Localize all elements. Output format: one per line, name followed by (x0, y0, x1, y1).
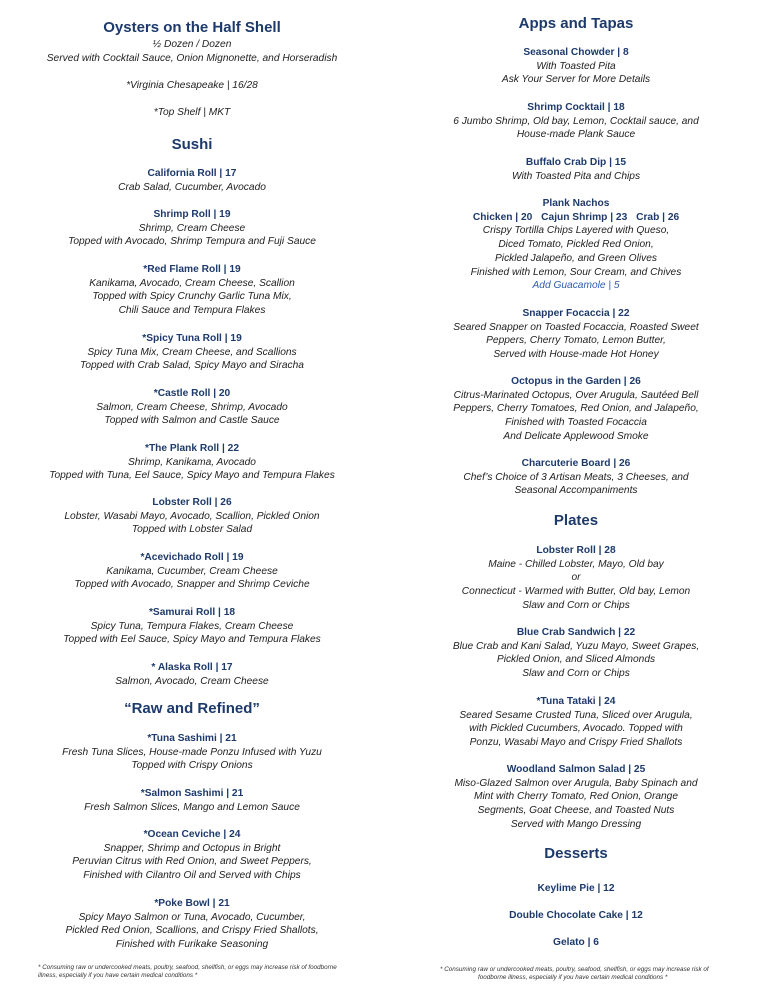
menu-item (0, 332, 384, 373)
item-title: *Spicy Tuna Roll | 19 (142, 333, 242, 344)
item-line: Pickled Red Onion, Scallions, and Crispy Fried Shallots, (65, 925, 319, 937)
menu-item (0, 387, 384, 428)
item-line: Served with House-made Hot Honey (493, 349, 659, 361)
menu-item (0, 732, 384, 773)
menu-item (0, 606, 384, 647)
item-line: Ask Your Server for More Details (501, 74, 651, 86)
menu-item (0, 496, 384, 537)
item-line: With Toasted Pita and Chips (511, 170, 641, 182)
item-line: Maine - Chilled Lobster, Mayo, Old bay (488, 558, 664, 570)
item-title: Seasonal Chowder | 8 (523, 47, 629, 58)
oysters-heading: Oysters on the Half Shell (103, 19, 281, 36)
item-line: Connecticut - Warmed with Butter, Old bay, Lemon (461, 586, 691, 598)
item-line: Salmon, Cream Cheese, Shrimp, Avocado (96, 401, 288, 413)
menu-item (0, 897, 384, 952)
item-line: Miso-Glazed Salmon over Arugula, Baby Spinach and (454, 777, 698, 789)
item-title: Plank Nachos (542, 198, 610, 209)
footnote-line: * Consuming raw or undercooked meats, poultry, seafood, shellfish, or eggs may increase risk of (440, 966, 709, 973)
item-title: *Samurai Roll | 18 (148, 607, 236, 618)
item-line: 6 Jumbo Shrimp, Old bay, Lemon, Cocktail sauce, and (453, 115, 699, 127)
menu-item (384, 544, 768, 613)
item-title: Snapper Focaccia | 22 (522, 308, 630, 319)
item-line: Crab Salad, Cucumber, Avocado (118, 181, 266, 193)
item-line: Kanikama, Avocado, Cream Cheese, Scallion (89, 277, 295, 289)
item-line: Blue Crab and Kani Salad, Yuzu Mayo, Sweet Grapes, (452, 640, 700, 652)
menu-item (0, 661, 384, 688)
footnote-line: * Consuming raw or undercooked meats, poultry, seafood, shellfish, or eggs may increase risk of foodborne (38, 964, 337, 971)
menu-item (384, 626, 768, 681)
menu-item (0, 208, 384, 249)
menu-item (0, 167, 384, 194)
menu-item (384, 46, 768, 87)
dessert-item: Keylime Pie | 12 (537, 883, 615, 894)
item-line: Snapper, Shrimp and Octopus in Bright (103, 842, 281, 854)
footnote-line: illness, especially if you have certain medical conditions * (38, 972, 198, 979)
item-line: Peppers, Cherry Tomatoes, Red Onion, and Jalapeño, (453, 403, 699, 415)
nachos-addon: Add Guacamole | 5 (532, 280, 620, 292)
item-line: Spicy Mayo Salmon or Tuna, Avocado, Cucumber, (78, 911, 306, 923)
item-line: Crispy Tortilla Chips Layered with Queso, (482, 225, 670, 237)
item-line: Seared Snapper on Toasted Focaccia, Roasted Sweet (453, 321, 699, 333)
footnote (440, 966, 709, 982)
item-title: *Ocean Ceviche | 24 (143, 829, 241, 840)
item-line: Kanikama, Cucumber, Cream Cheese (106, 565, 278, 577)
item-line: Slaw and Corn or Chips (522, 599, 630, 611)
dessert-item: Gelato | 6 (553, 937, 599, 948)
menu-item (384, 101, 768, 142)
item-line: Spicy Tuna, Tempura Flakes, Cream Cheese (90, 620, 294, 632)
item-title: Charcuterie Board | 26 (521, 458, 631, 469)
menu-item (0, 551, 384, 592)
item-title: Shrimp Roll | 19 (153, 209, 231, 220)
item-line: Served with Mango Dressing (510, 818, 642, 830)
footnote-line: foodborne illness, especially if you have certain medical conditions * (478, 974, 668, 981)
item-line: Diced Tomato, Pickled Red Onion, (498, 239, 654, 251)
item-line: Segments, Goat Cheese, and Toasted Nuts (477, 805, 675, 817)
item-line: With Toasted Pita (536, 60, 616, 72)
nachos-options (384, 211, 768, 225)
item-line: Finished with Cilantro Oil and Served with Chips (83, 870, 301, 882)
item-line: Finished with Lemon, Sour Cream, and Chives (470, 266, 682, 278)
item-title: * Alaska Roll | 17 (151, 662, 233, 673)
menu-item (384, 763, 768, 832)
item-line: Shrimp, Cream Cheese (138, 222, 246, 234)
item-line: Topped with Spicy Crunchy Garlic Tuna Mix, (92, 291, 292, 303)
dessert-item: Double Chocolate Cake | 12 (509, 910, 643, 921)
menu-item (384, 156, 768, 183)
right-column (384, 0, 768, 992)
item-line: Topped with Eel Sauce, Spicy Mayo and Tempura Flakes (63, 634, 321, 646)
menu-item (384, 375, 768, 444)
item-line: Finished with Toasted Focaccia (505, 417, 647, 429)
sushi-heading: Sushi (171, 136, 213, 153)
item-line: Seared Sesame Crusted Tuna, Sliced over Arugula, (459, 709, 693, 721)
nachos-option: Crab | 26 (636, 211, 680, 223)
nachos-option: Chicken | 20 (472, 211, 533, 223)
item-title: Woodland Salmon Salad | 25 (506, 764, 646, 775)
item-title: *Acevichado Roll | 19 (140, 552, 244, 563)
item-line: Peruvian Citrus with Red Onion, and Sweet Peppers, (72, 856, 312, 868)
item-line: Topped with Crispy Onions (131, 760, 253, 772)
nachos-option: Cajun Shrimp | 23 (541, 211, 628, 223)
oysters-line: Served with Cocktail Sauce, Onion Mignonette, and Horseradish (46, 53, 338, 64)
raw-heading: “Raw and Refined” (124, 700, 260, 717)
oysters-line: *Virginia Chesapeake | 16/28 (126, 80, 258, 91)
item-line: Salmon, Avocado, Cream Cheese (115, 675, 269, 687)
item-title: Shrimp Cocktail | 18 (527, 102, 625, 113)
plates-heading: Plates (553, 512, 599, 529)
item-title: *Poke Bowl | 21 (154, 898, 230, 909)
item-title: *Castle Roll | 20 (153, 388, 231, 399)
item-line: Mint with Cherry Tomato, Red Onion, Orange (473, 791, 679, 803)
item-line: Topped with Salmon and Castle Sauce (104, 415, 280, 427)
item-title: *Salmon Sashimi | 21 (140, 788, 244, 799)
item-line: or (571, 572, 581, 584)
item-line: Ponzu, Wasabi Mayo and Crispy Fried Shallots (469, 737, 683, 749)
oysters-line: ½ Dozen / Dozen (152, 39, 232, 50)
item-line: Shrimp, Kanikama, Avocado (128, 456, 256, 468)
item-line: Peppers, Cherry Tomato, Lemon Butter, (486, 335, 666, 347)
item-line: And Delicate Applewood Smoke (503, 430, 649, 442)
item-line: Finished with Furikake Seasoning (115, 939, 269, 951)
item-line: Topped with Avocado, Shrimp Tempura and Fuji Sauce (68, 236, 316, 248)
menu-item (384, 695, 768, 750)
item-line: Topped with Lobster Salad (131, 524, 253, 536)
menu-item (0, 787, 384, 814)
item-line: Topped with Crab Salad, Spicy Mayo and Siracha (80, 360, 304, 372)
item-title: *Tuna Sashimi | 21 (147, 733, 237, 744)
item-line: Citrus-Marinated Octopus, Over Arugula, Sautéed Bell (453, 389, 699, 401)
item-line: with Pickled Cucumbers, Avocado. Topped with (469, 723, 683, 735)
oysters-line: *Top Shelf | MKT (153, 107, 231, 118)
item-line: Fresh Tuna Slices, House-made Ponzu Infused with Yuzu (62, 746, 322, 758)
item-line: Chili Sauce and Tempura Flakes (118, 305, 266, 317)
menu-item-nachos (384, 197, 768, 293)
item-title: Blue Crab Sandwich | 22 (516, 627, 636, 638)
item-line: Fresh Salmon Slices, Mango and Lemon Sauce (84, 801, 300, 813)
item-title: *Tuna Tataki | 24 (536, 696, 616, 707)
menu-item (0, 442, 384, 483)
item-line: Topped with Tuna, Eel Sauce, Spicy Mayo and Tempura Flakes (49, 470, 335, 482)
item-line: Seasonal Accompaniments (514, 485, 638, 497)
item-line: Chef’s Choice of 3 Artisan Meats, 3 Cheeses, and (463, 471, 689, 483)
item-line: Spicy Tuna Mix, Cream Cheese, and Scallions (87, 346, 297, 358)
menu-item (384, 307, 768, 362)
footnote (38, 964, 337, 980)
item-line: House-made Plank Sauce (516, 129, 636, 141)
menu-item (384, 457, 768, 498)
desserts-heading: Desserts (544, 845, 608, 862)
item-line: Pickled Jalapeño, and Green Olives (495, 252, 657, 264)
item-title: *Red Flame Roll | 19 (143, 264, 241, 275)
item-line: Topped with Avocado, Snapper and Shrimp Ceviche (74, 579, 310, 591)
item-title: California Roll | 17 (147, 168, 237, 179)
item-title: Buffalo Crab Dip | 15 (525, 157, 627, 168)
item-line: Slaw and Corn or Chips (522, 668, 630, 680)
item-title: Octopus in the Garden | 26 (511, 376, 641, 387)
item-line: Pickled Onion, and Sliced Almonds (496, 654, 656, 666)
menu-item (0, 263, 384, 318)
item-title: Lobster Roll | 26 (152, 497, 232, 508)
menu-item (0, 828, 384, 883)
item-line: Lobster, Wasabi Mayo, Avocado, Scallion, Pickled Onion (64, 510, 320, 522)
item-title: *The Plank Roll | 22 (144, 443, 239, 454)
apps-heading: Apps and Tapas (518, 15, 634, 32)
item-title: Lobster Roll | 28 (536, 545, 616, 556)
